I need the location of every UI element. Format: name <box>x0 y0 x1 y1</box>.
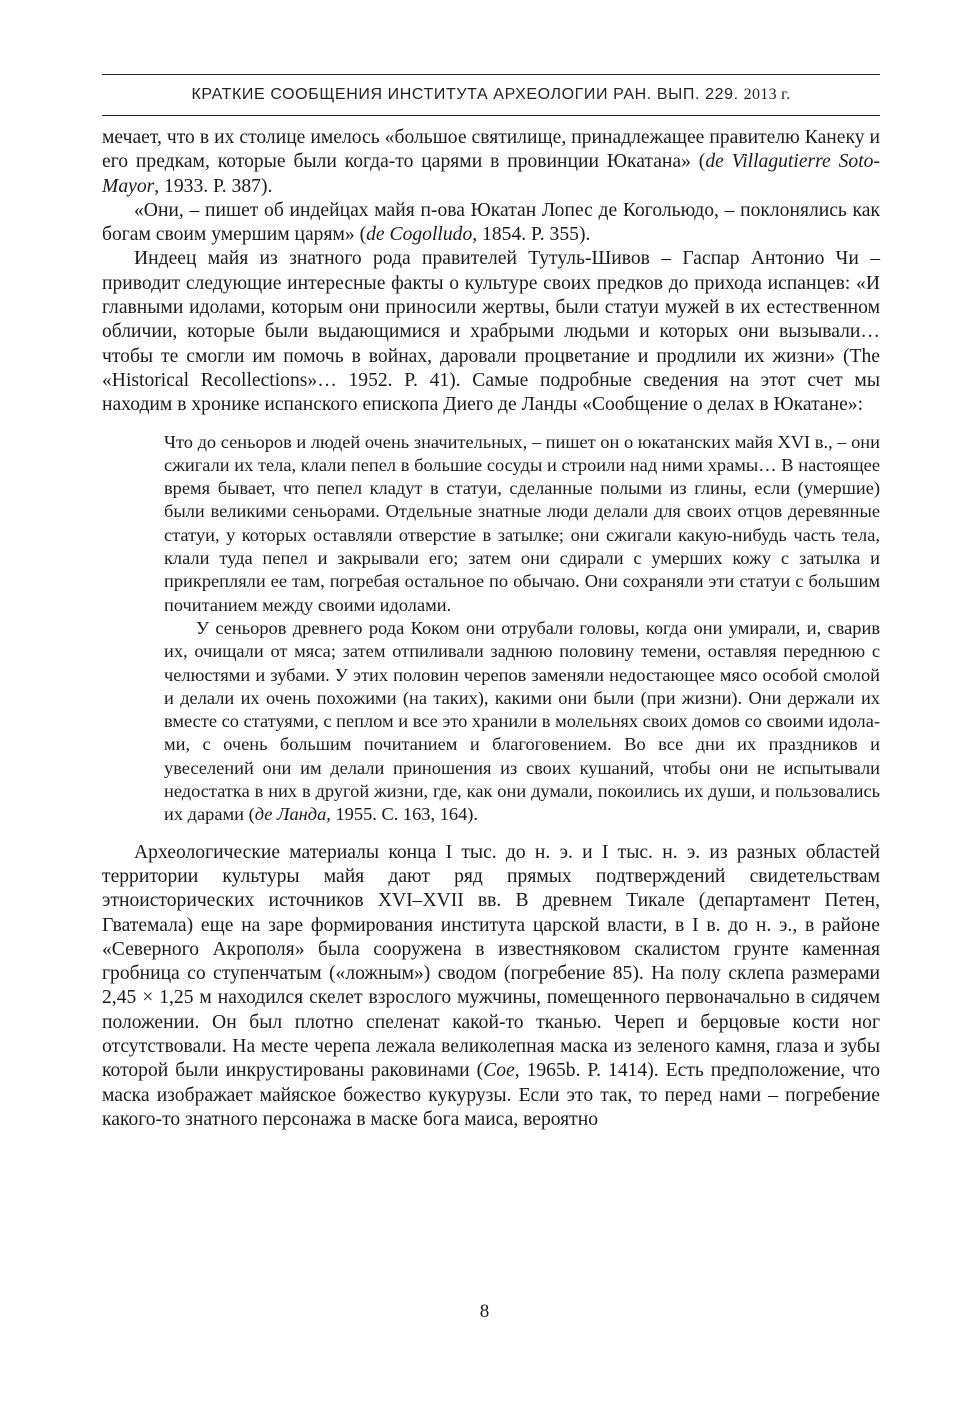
paragraph-2-text: «Они, – пишет об индейцах майя п-ова Юкатан Лопес де Когольюдо, – поклонялись как богам своим умершим царям» ( <box>102 199 880 246</box>
paragraph-4-text: Археологические материалы конца I тыс. до н. э. и I тыс. н. э. из разных областей территории культуры майя дают ряд прямых подтверждений свидетельствам этноисторических источников XVI–XVII вв. В древнем Тикале (департамент Петен, Гватемала) еще на заре формирования института царской власти, в I в. до н. э., в районе «Северного Акрополя» была сооружена в известняковом скалистом грунте каменная гробница со ступенчатым («ложным») сводом (погребение 85). На полу склепа размерами 2,45 × 1,25 м находился скелет взрослого мужчины, помещенного первоначально в сидячем положении. Он был плотно спеленат какой-то тканью. Череп и берцовые кости ног отсутствовали. На месте черепа лежала великолепная маска из зеленого камня, глаза и зубы которой были инкрустированы раковинами ( <box>102 841 880 1082</box>
body-text <box>102 126 880 1132</box>
running-header <box>102 74 880 116</box>
paragraph-1 <box>102 126 880 199</box>
header-journal-title: КРАТКИЕ СООБЩЕНИЯ ИНСТИТУТА АРХЕОЛОГИИ РАН. ВЫП. 229. <box>191 86 739 103</box>
page <box>102 74 880 1132</box>
quote-paragraph-2 <box>102 617 880 827</box>
citation-author: де Ланда <box>254 804 327 825</box>
page-number: 8 <box>479 1301 490 1322</box>
citation-ref: , 1854. P. 355). <box>472 224 591 246</box>
paragraph-4 <box>102 841 880 1133</box>
quote-paragraph-1: Что до сеньоров и людей очень значительных, – пишет он о юкатанских майя XVI в., – они сжигали их тела, клали пепел в большие сосуды и строили над ними храмы… В настоящее время бывает, что пепел кладут в статуи, сделанные полыми из глины, если (умершие) были великими сеньорами. Отдельные знатные люди делали для своих отцов деревянные статуи, у которых оставляли отверстие в затылке; они сжигали какую-нибудь часть тела, клали туда пепел и закрывали его; затем они сдирали с умерших кожу с затылка и прикрепляли ее там, погребая остальное по обычаю. Они сохраняли эти статуи с большим почитанием между своими идолами. <box>164 431 880 615</box>
header-year: 2013 г. <box>743 86 791 103</box>
citation-author: de Cogolludo <box>366 224 473 246</box>
citation-ref: , 1965b. P. 1414). Есть предположение, что маска изображает майяское божество кукурузы. Если это так, то перед нами – погребение какого-то знатного персонажа в маске бога маиса, вероятно <box>102 1060 880 1130</box>
citation-ref: , 1933. P. 387). <box>154 175 273 197</box>
citation-author: Coe <box>483 1060 515 1082</box>
citation-ref: , 1955. С. 163, 164). <box>326 804 479 825</box>
block-quote <box>102 431 880 827</box>
citation-author: de Villagutierre Soto-Mayor <box>102 151 880 197</box>
paragraph-3: Индеец майя из знатного рода правителей Тутуль-Шивов – Гаспар Антонио Чи – приводит следующие интересные факты о культуре своих предков до прихода испанцев: «И главными идолами, которым они приносили жертвы, были статуи мужей в их естественном обличии, которые были выдающимися и храбрыми людьми и которых они вызывали… чтобы те смогли им помочь в войнах, даровали процветание и продлили их жизни» (The «Historical Recollections»… 1952. P. 41). Самые подробные сведения на этот счет мы находим в хронике испанского епископа Диего де Ланды «Сообщение о делах в Юкатане»: <box>102 248 880 416</box>
paragraph-2 <box>102 199 880 248</box>
paragraph-1-text: мечает, что в их столице имелось «большое святилище, принадлежащее правителю Канеку и его предкам, которые были когда-то царями в провинции Юкатана» ( <box>102 127 880 173</box>
quote-paragraph-2-text: У сеньоров древнего рода Коком они отрубали головы, когда они умирали, и, сварив их, очищали от мяса; затем отпиливали заднюю половину темени, оставляя переднюю с челюстями и зубами. У этих половин черепов заменяли недостающее мясо особой смолой и делали их очень похожими (на таких), какими они были (при жизни). Они держали их вместе со статуями, с пеплом и все это хранили в молельнях своих домов со своими идолами, с очень большим почитанием и благоговением. Во все дни их праздников и увеселений они им делали приношения из своих кушаний, чтобы они не испытывали недостатка в них в другой жизни, где, как они думали, покоились их души, и пользовались их дарами ( <box>164 617 880 825</box>
